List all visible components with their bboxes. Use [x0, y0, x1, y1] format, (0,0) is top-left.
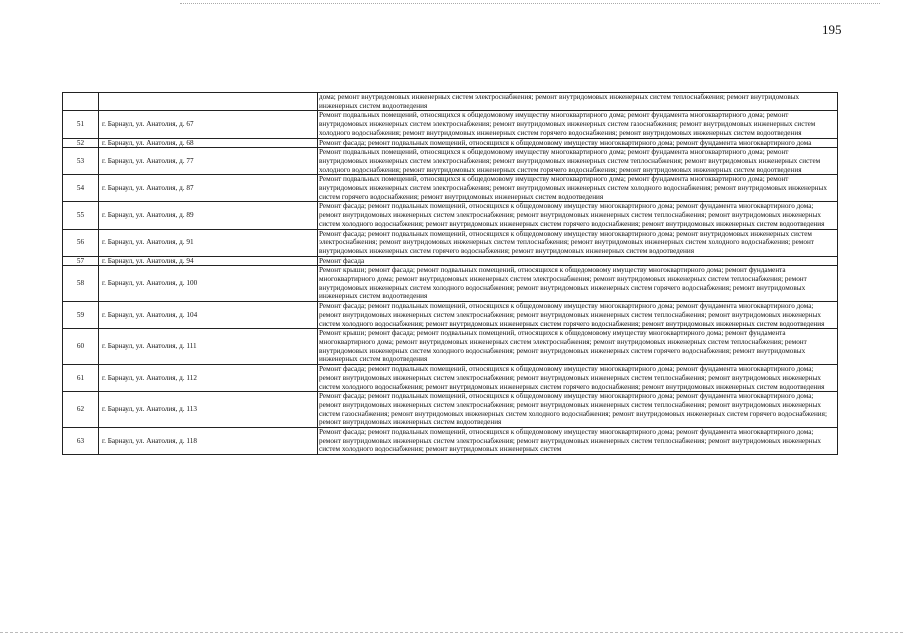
- table-row: [63, 329, 838, 365]
- row-number: 57: [63, 256, 99, 266]
- table-row: [63, 428, 838, 455]
- table-row: [63, 302, 838, 329]
- row-address: [99, 93, 318, 111]
- page-number: 195: [822, 22, 842, 37]
- row-number: 51: [63, 111, 99, 138]
- row-works: Ремонт фасада; ремонт подвальных помещений, относящихся к общедомовому имуществу многоквартирного дома; ремонт фундамента многоквартирного дома; ремонт внутридомовых инженерных систем электроснабжения; ремонт внутридомовых инженерных систем теплоснабжения; ремонт внутридомовых инженерных систем холодного водоснабжения; ремонт внутридомовых инженерных систем горячего водоснабжения; ремонт внутридомовых инженерных систем водоотведения: [318, 365, 838, 392]
- row-works: Ремонт фасада; ремонт подвальных помещений, относящихся к общедомовому имуществу многоквартирного дома; ремонт фундамента многоквартирного дома: [318, 138, 838, 148]
- row-number: 60: [63, 329, 99, 365]
- row-works: Ремонт подвальных помещений, относящихся к общедомовому имуществу многоквартирного дома; ремонт фундамента многоквартирного дома; ремонт внутридомовых инженерных систем электроснабжения; ремонт внутридомовых инженерных систем холодного водоснабжения; ремонт внутридомовых инженерных систем горячего водоснабжения; ремонт внутридомовых инженерных систем водоотведения: [318, 175, 838, 202]
- table-row: [63, 229, 838, 256]
- row-number: 53: [63, 148, 99, 175]
- scan-artifact-bottom: [0, 632, 903, 633]
- row-address: г. Барнаул, ул. Анатолия, д. 111: [99, 329, 318, 365]
- row-works: Ремонт крыши; ремонт фасада; ремонт подвальных помещений, относящихся к общедомовому имуществу многоквартирного дома; ремонт фундамента многоквартирного дома; ремонт внутридомовых инженерных систем электроснабжения; ремонт внутридомовых инженерных систем теплоснабжения; ремонт внутридомовых инженерных систем холодного водоснабжения; ремонт внутридомовых инженерных систем горячего водоснабжения; ремонт внутридомовых инженерных систем водоотведения: [318, 329, 838, 365]
- row-address: г. Барнаул, ул. Анатолия, д. 112: [99, 365, 318, 392]
- row-address: г. Барнаул, ул. Анатолия, д. 68: [99, 138, 318, 148]
- row-address: г. Барнаул, ул. Анатолия, д. 104: [99, 302, 318, 329]
- table-row: [63, 266, 838, 302]
- row-works: Ремонт фасада: [318, 256, 838, 266]
- row-works: Ремонт крыши; ремонт фасада; ремонт подвальных помещений, относящихся к общедомовому имуществу многоквартирного дома; ремонт фундамента многоквартирного дома; ремонт внутридомовых инженерных систем электроснабжения; ремонт внутридомовых инженерных систем теплоснабжения; ремонт внутридомовых инженерных систем холодного водоснабжения; ремонт внутридомовых инженерных систем горячего водоснабжения; ремонт внутридомовых инженерных систем водоотведения: [318, 266, 838, 302]
- row-number: 56: [63, 229, 99, 256]
- row-works: Ремонт фасада; ремонт подвальных помещений, относящихся к общедомовому имуществу многоквартирного дома; ремонт фундамента многоквартирного дома; ремонт внутридомовых инженерных систем электроснабжения; ремонт внутридомовых инженерных систем теплоснабжения; ремонт внутридомовых инженерных систем холодного водоснабжения; ремонт внутридомовых инженерных систем: [318, 428, 838, 455]
- row-number: 62: [63, 392, 99, 428]
- table-body: [63, 93, 838, 455]
- row-works: Ремонт фасада; ремонт подвальных помещений, относящихся к общедомовому имуществу многоквартирного дома; ремонт фундамента многоквартирного дома; ремонт внутридомовых инженерных систем электроснабжения; ремонт внутридомовых инженерных систем теплоснабжения; ремонт внутридомовых инженерных систем холодного водоснабжения; ремонт внутридомовых инженерных систем горячего водоснабжения; ремонт внутридомовых инженерных систем водоотведения: [318, 302, 838, 329]
- table-row: [63, 202, 838, 229]
- row-address: г. Барнаул, ул. Анатолия, д. 94: [99, 256, 318, 266]
- row-works: Ремонт подвальных помещений, относящихся к общедомовому имуществу многоквартирного дома; ремонт фундамента многоквартирного дома; ремонт внутридомовых инженерных систем электроснабжения; ремонт внутридомовых инженерных систем газоснабжения; ремонт внутридомовых инженерных систем холодного водоснабжения; ремонт внутридомовых инженерных систем горячего водоснабжения; ремонт внутридомовых инженерных систем водоотведения: [318, 111, 838, 138]
- table-row: [63, 111, 838, 138]
- table-row: [63, 138, 838, 148]
- table-row: [63, 365, 838, 392]
- scan-artifact-top: [180, 3, 880, 4]
- row-number: 58: [63, 266, 99, 302]
- row-works: Ремонт фасада; ремонт подвальных помещений, относящихся к общедомовому имуществу многоквартирного дома; ремонт фундамента многоквартирного дома; ремонт внутридомовых инженерных систем электроснабжения; ремонт внутридомовых инженерных систем теплоснабжения; ремонт внутридомовых инженерных систем холодного водоснабжения; ремонт внутридомовых инженерных систем горячего водоснабжения; ремонт внутридомовых инженерных систем водоотведения: [318, 202, 838, 229]
- table-row: [63, 93, 838, 111]
- row-address: г. Барнаул, ул. Анатолия, д. 118: [99, 428, 318, 455]
- row-address: г. Барнаул, ул. Анатолия, д. 100: [99, 266, 318, 302]
- row-number: 52: [63, 138, 99, 148]
- row-address: г. Барнаул, ул. Анатолия, д. 89: [99, 202, 318, 229]
- row-number: 59: [63, 302, 99, 329]
- row-address: г. Барнаул, ул. Анатолия, д. 87: [99, 175, 318, 202]
- row-works: Ремонт фасада; ремонт подвальных помещений, относящихся к общедомовому имуществу многоквартирного дома; ремонт фундамента многоквартирного дома; ремонт внутридомовых инженерных систем электроснабжения; ремонт внутридомовых инженерных систем теплоснабжения; ремонт внутридомовых инженерных систем газоснабжения; ремонт внутридомовых инженерных систем холодного водоснабжения; ремонт внутридомовых инженерных систем горячего водоснабжения; ремонт внутридомовых инженерных систем водоотведения: [318, 392, 838, 428]
- row-works: дома; ремонт внутридомовых инженерных систем электроснабжения; ремонт внутридомовых инженерных систем теплоснабжения; ремонт внутридомовых инженерных систем водоотведения: [318, 93, 838, 111]
- table-row: [63, 175, 838, 202]
- row-number: [63, 93, 99, 111]
- repair-works-table: [62, 92, 838, 455]
- table-row: [63, 392, 838, 428]
- table-row: [63, 148, 838, 175]
- row-number: 63: [63, 428, 99, 455]
- row-number: 54: [63, 175, 99, 202]
- row-works: Ремонт подвальных помещений, относящихся к общедомовому имуществу многоквартирного дома; ремонт фундамента многоквартирного дома; ремонт внутридомовых инженерных систем электроснабжения; ремонт внутридомовых инженерных систем теплоснабжения; ремонт внутридомовых инженерных систем холодного водоснабжения; ремонт внутридомовых инженерных систем горячего водоснабжения; ремонт внутридомовых инженерных систем водоотведения: [318, 148, 838, 175]
- row-address: г. Барнаул, ул. Анатолия, д. 77: [99, 148, 318, 175]
- row-works: Ремонт фасада; ремонт подвальных помещений, относящихся к общедомовому имуществу многоквартирного дома; ремонт внутридомовых инженерных систем электроснабжения; ремонт внутридомовых инженерных систем теплоснабжения; ремонт внутридомовых инженерных систем холодного водоснабжения; ремонт внутридомовых инженерных систем горячего водоснабжения; ремонт внутридомовых инженерных систем водоотведения: [318, 229, 838, 256]
- row-number: 55: [63, 202, 99, 229]
- row-number: 61: [63, 365, 99, 392]
- table-row: [63, 256, 838, 266]
- row-address: г. Барнаул, ул. Анатолия, д. 91: [99, 229, 318, 256]
- row-address: г. Барнаул, ул. Анатолия, д. 113: [99, 392, 318, 428]
- row-address: г. Барнаул, ул. Анатолия, д. 67: [99, 111, 318, 138]
